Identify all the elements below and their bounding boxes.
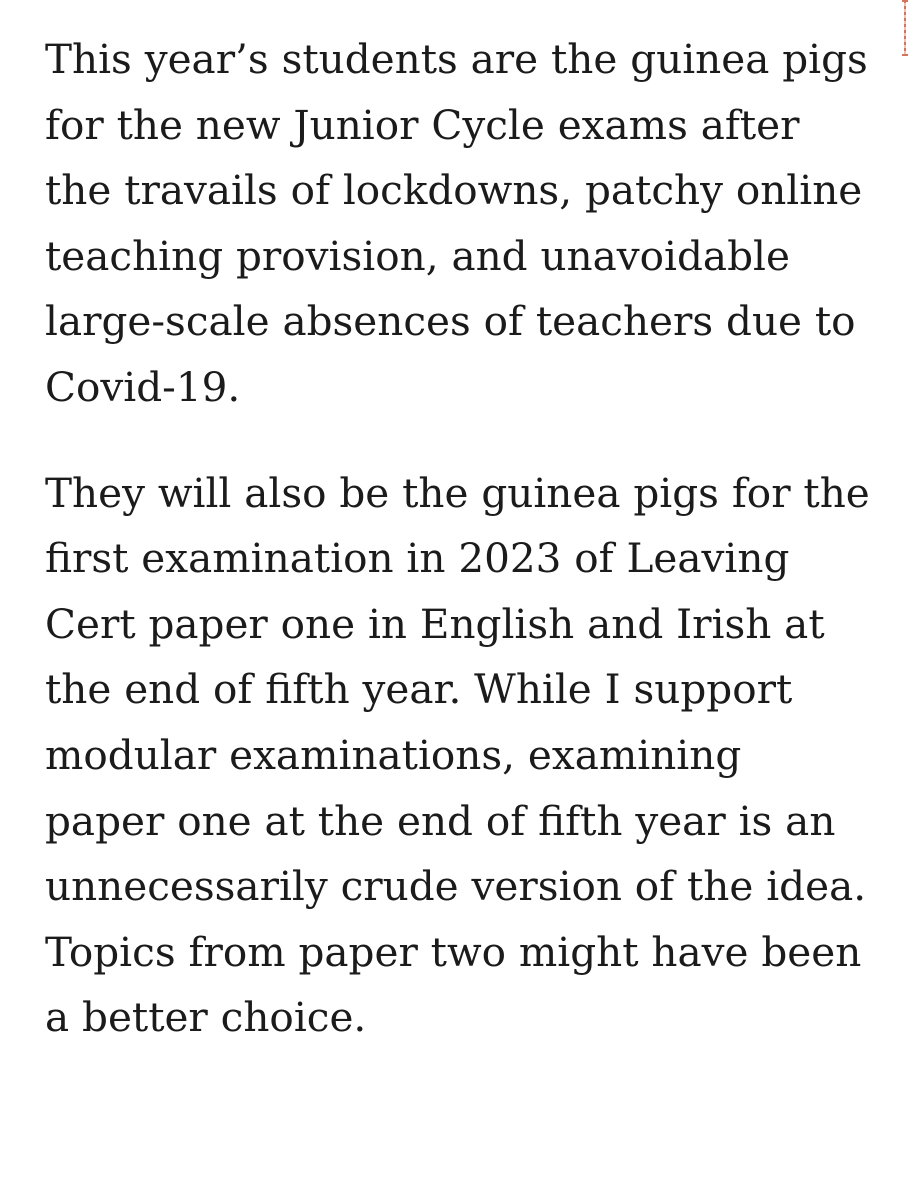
text-line: Topics from paper two might have been: [45, 927, 862, 976]
text-line: large-scale absences of teachers due to: [45, 297, 856, 346]
text-line: This year’s students are the guinea pigs: [45, 35, 868, 83]
article-paragraph-1: [45, 27, 895, 421]
text-line: teaching provision, and unavoidable: [45, 231, 790, 280]
text-line: paper one at the end of fifth year is an: [45, 796, 836, 845]
text-line: a better choice.: [45, 993, 367, 1042]
text-line: first examination in 2023 of Leaving: [45, 534, 790, 583]
scroll-indicator-top-cap: [902, 0, 908, 2]
article-paragraph-2: [45, 461, 895, 1051]
text-line: for the new Junior Cycle exams after: [45, 100, 800, 149]
scroll-indicator-track: [904, 0, 906, 54]
scroll-indicator-bottom-cap: [902, 54, 908, 56]
text-line: Cert paper one in English and Irish at: [45, 599, 825, 648]
text-line: the travails of lockdowns, patchy online: [45, 166, 863, 215]
scroll-indicator[interactable]: [898, 0, 912, 58]
article-body: [45, 27, 895, 1051]
text-line: modular examinations, examining: [45, 730, 742, 779]
text-line: unnecessarily crude version of the idea.: [45, 862, 867, 911]
text-line: They will also be the guinea pigs for the: [45, 468, 870, 517]
text-line: the end of fifth year. While I support: [45, 665, 793, 714]
text-line: Covid-19.: [45, 362, 241, 411]
